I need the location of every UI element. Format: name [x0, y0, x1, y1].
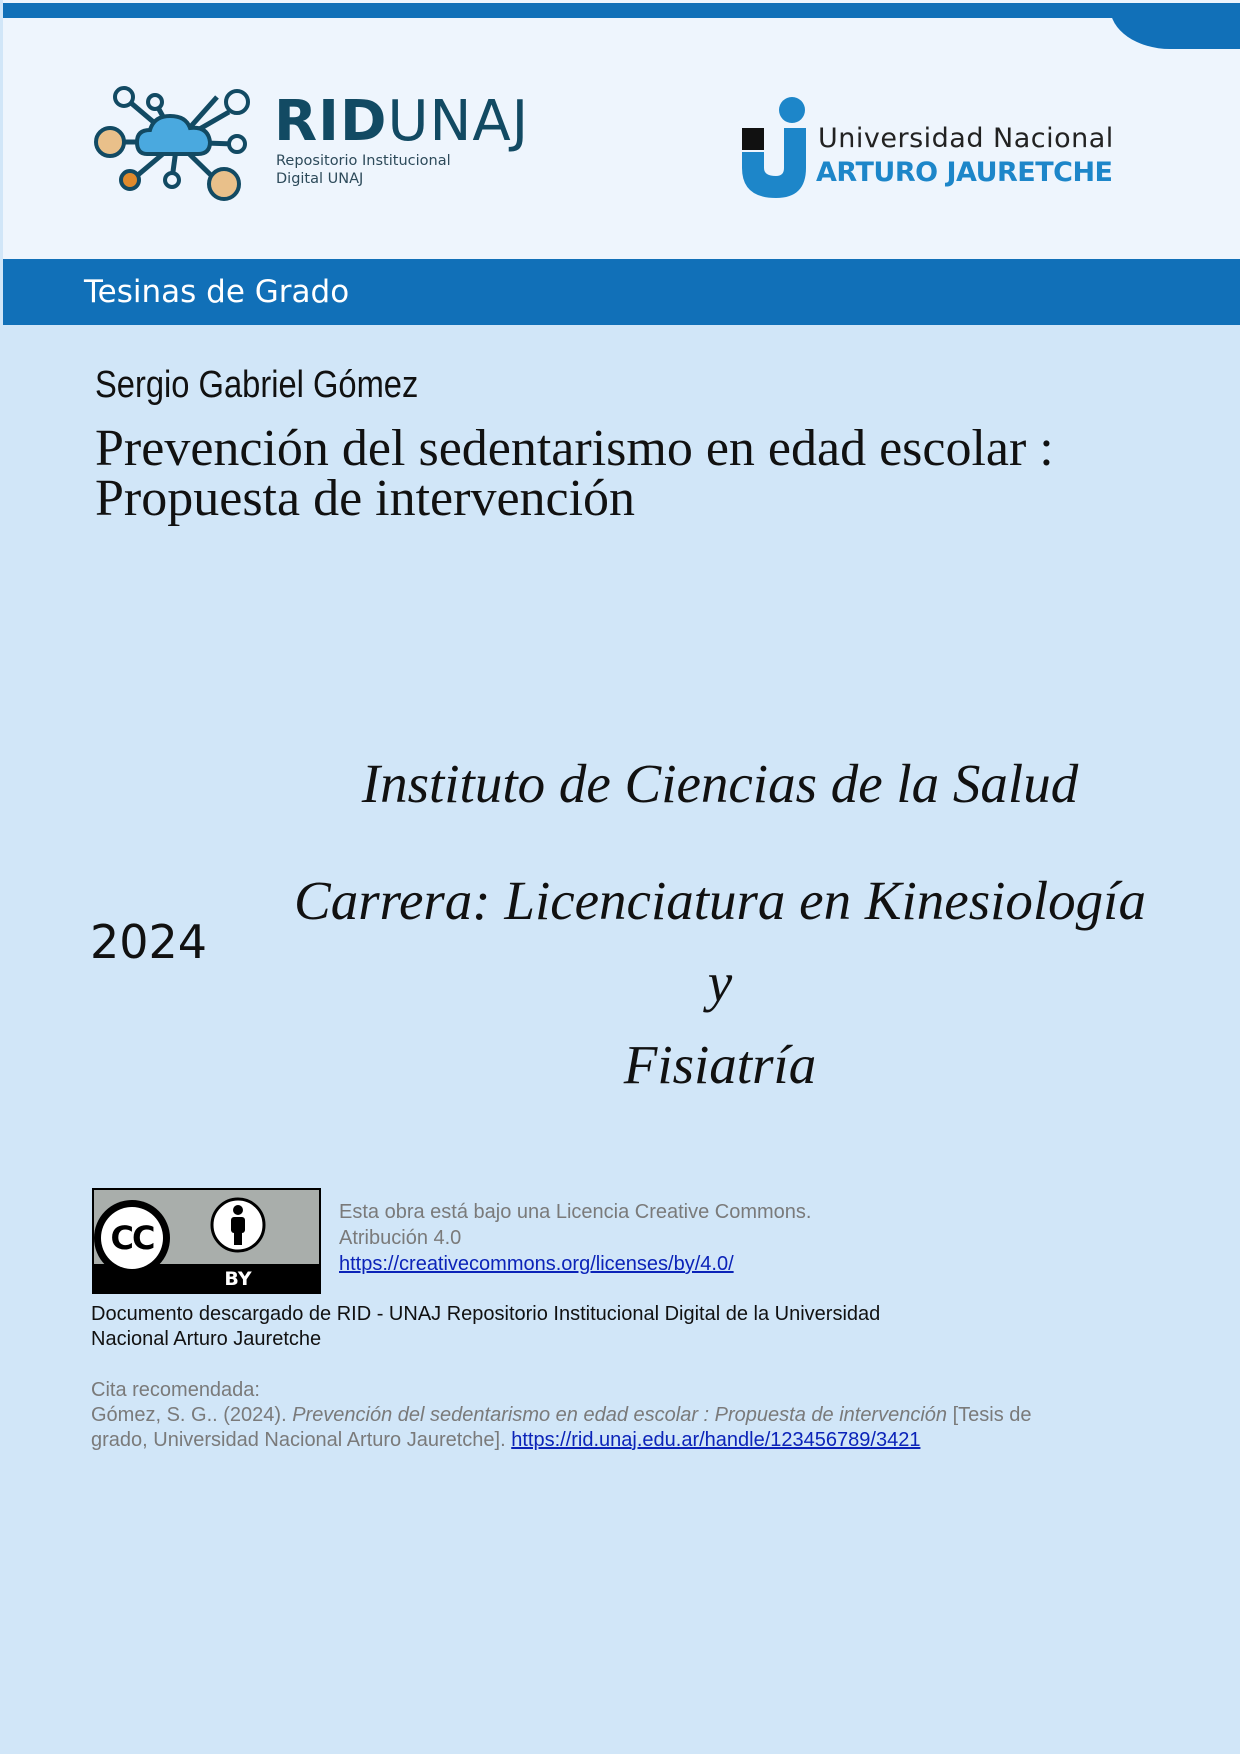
unaj-logo-line2: ARTURO JAURETCHE — [816, 157, 1113, 188]
citation-label: Cita recomendada: — [91, 1379, 260, 1401]
publication-year: 2024 — [90, 915, 208, 969]
title-line1: Prevención del sedentarismo en edad escolar : — [95, 420, 1054, 477]
license-notice — [339, 1199, 811, 1277]
license-line1: Esta obra está bajo una Licencia Creative Commons. — [339, 1201, 812, 1223]
citation-suffix-line1: [Tesis de — [947, 1404, 1032, 1426]
cc-icon: CC — [110, 1219, 154, 1257]
unaj-logo-line1: Universidad Nacional — [818, 123, 1114, 154]
ridunaj-subtitle-line2: Digital UNAJ — [276, 171, 364, 187]
unaj-logo — [740, 96, 1150, 200]
citation-suffix-line2: grado, Universidad Nacional Arturo Jauretche]. — [91, 1429, 512, 1451]
download-notice — [91, 1302, 991, 1352]
license-line2: Atribución 4.0 — [339, 1227, 462, 1249]
author-name: Sergio Gabriel Gómez — [95, 364, 419, 406]
network-cloud-icon — [92, 84, 262, 206]
institute-name: Instituto de Ciencias de la Salud — [361, 753, 1079, 814]
collection-banner — [3, 259, 1240, 325]
collection-label: Tesinas de Grado — [84, 274, 350, 310]
recommended-citation — [91, 1378, 1091, 1453]
citation-link[interactable]: https://rid.unaj.edu.ar/handle/123456789/3421 — [511, 1429, 921, 1451]
top-strip — [3, 3, 1240, 18]
ridunaj-logo — [92, 84, 532, 206]
carrera-line1: Carrera: Licenciatura en Kinesiología y — [294, 870, 1146, 1013]
ridunaj-subtitle — [276, 152, 451, 188]
by-label: BY — [224, 1268, 252, 1290]
citation-title: Prevención del sedentarismo en edad escolar : Propuesta de intervención — [292, 1404, 948, 1426]
title-line2: Propuesta de intervención — [95, 470, 636, 527]
unaj-j-icon — [740, 96, 812, 200]
unaj-light-text: UNAJ — [387, 89, 530, 154]
degree-program — [290, 860, 1150, 1106]
license-link[interactable]: https://creativecommons.org/licenses/by/4.0/ — [339, 1253, 734, 1275]
document-title — [95, 420, 1155, 527]
citation-prefix: Gómez, S. G.. (2024). — [91, 1404, 293, 1426]
cc-by-badge[interactable] — [92, 1188, 321, 1294]
rid-bold-text: RID — [274, 89, 388, 154]
ridunaj-subtitle-line1: Repositorio Institucional — [276, 153, 451, 169]
download-line2: Nacional Arturo Jauretche — [91, 1328, 322, 1350]
citation-text — [91, 1403, 1091, 1453]
ridunaj-wordmark — [274, 89, 530, 154]
download-line1: Documento descargado de RID - UNAJ Repositorio Institucional Digital de la Universidad — [91, 1303, 881, 1325]
carrera-line2: Fisiatría — [623, 1034, 817, 1095]
